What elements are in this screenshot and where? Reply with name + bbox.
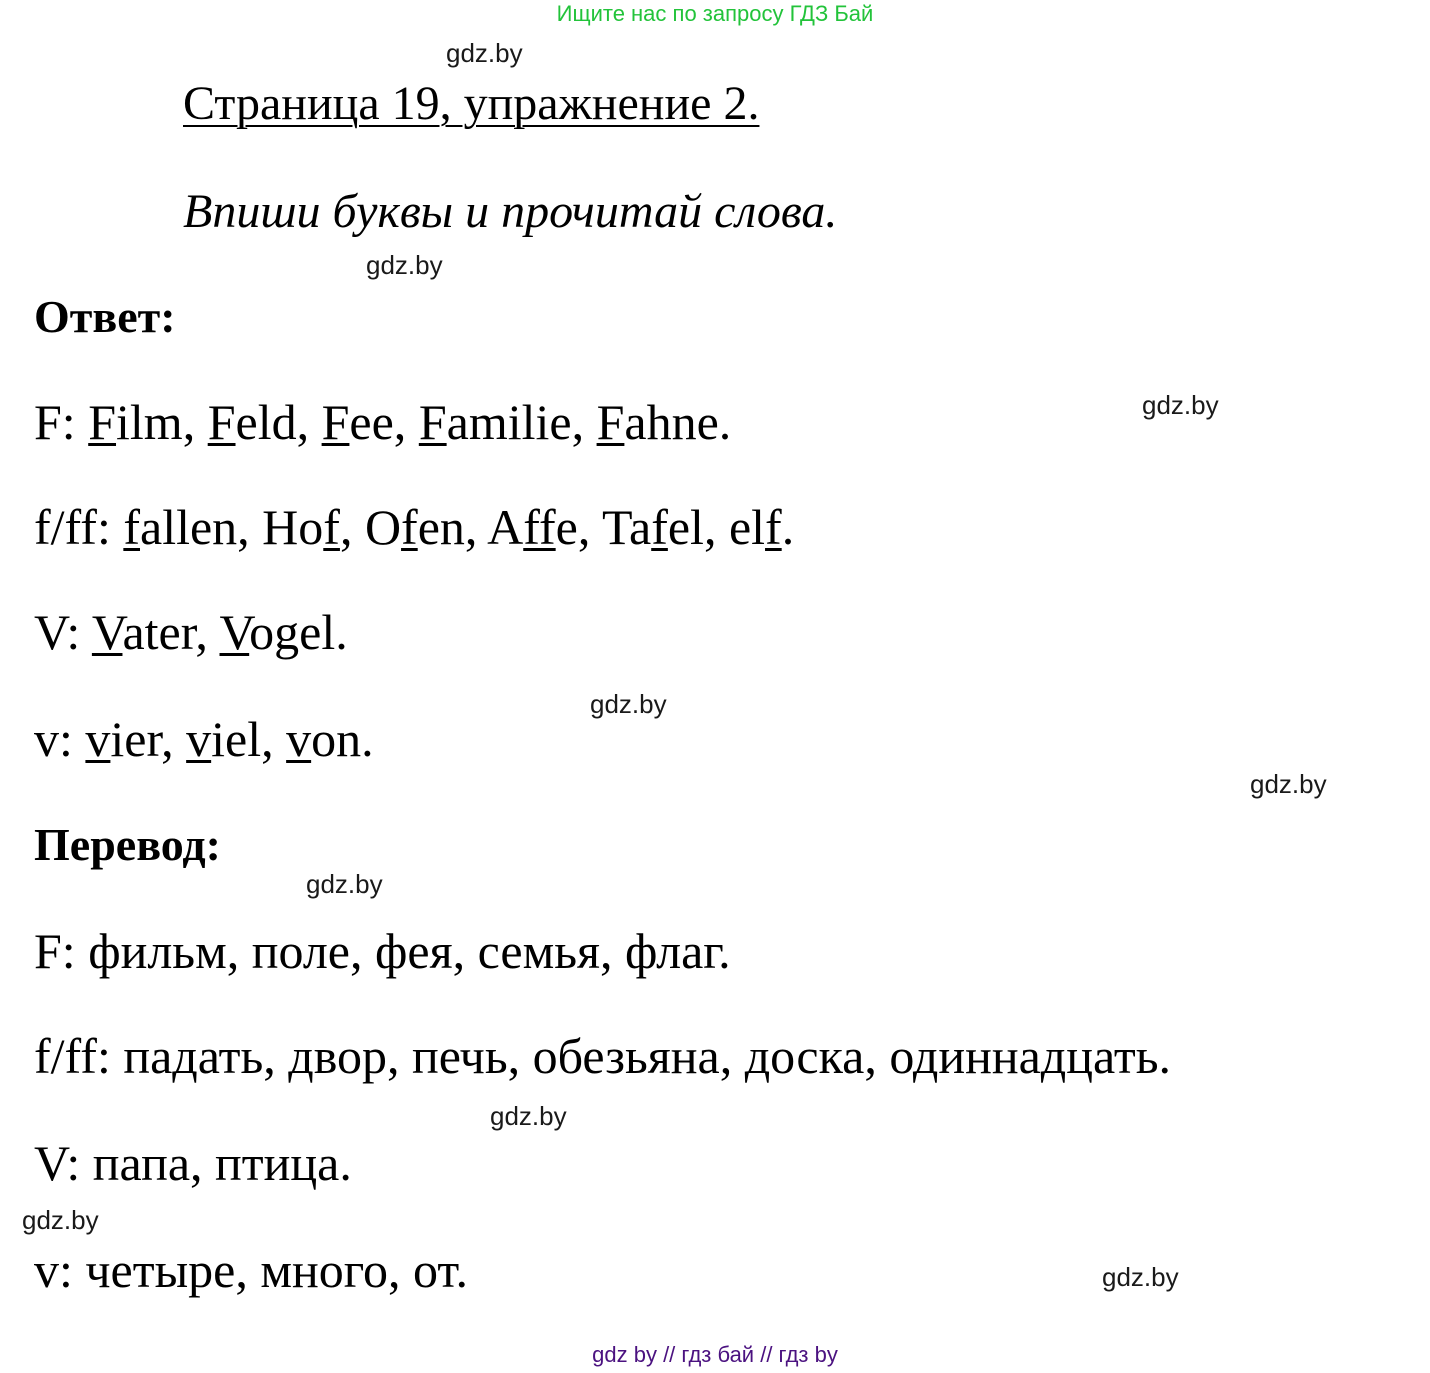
inserted-letter: F xyxy=(207,394,236,450)
word-text: ahne. xyxy=(624,394,732,450)
translation-line: F: фильм, поле, фея, семья, флаг. xyxy=(34,923,731,979)
translation-line: v: четыре, много, от. xyxy=(34,1242,468,1298)
search-banner: Ищите нас по запросу ГДЗ Бай xyxy=(556,1,874,26)
inserted-letter: f xyxy=(123,499,140,555)
word-text: e, Ta xyxy=(555,499,652,555)
inserted-letter: F xyxy=(88,394,117,450)
line-prefix: f/ff: xyxy=(34,499,124,555)
footer-links: gdz by // гдз бай // гдз by xyxy=(592,1342,838,1367)
answer-line-v xyxy=(34,710,374,768)
word-text: on. xyxy=(311,711,374,767)
inserted-letter: v xyxy=(286,711,312,767)
task-text: Впиши буквы и прочитай слова. xyxy=(183,185,838,238)
watermark: gdz.by xyxy=(490,1101,567,1131)
word-text: , O xyxy=(339,499,402,555)
word-text: en, A xyxy=(417,499,524,555)
watermark: gdz.by xyxy=(1142,390,1219,420)
inserted-letter: v xyxy=(186,711,212,767)
answer-line-f xyxy=(34,498,794,556)
word-text: ier, xyxy=(110,711,187,767)
word-text: ater, xyxy=(122,604,220,660)
inserted-letter: F xyxy=(418,394,447,450)
word-text: eld, xyxy=(235,394,322,450)
inserted-letter: ff xyxy=(523,499,556,555)
watermark: gdz.by xyxy=(1250,769,1327,799)
answer-line-V xyxy=(34,603,348,661)
watermark: gdz.by xyxy=(366,250,443,280)
answer-heading: Ответ: xyxy=(34,291,176,342)
line-prefix: F: xyxy=(34,394,89,450)
inserted-letter: f xyxy=(651,499,668,555)
word-text: el, el xyxy=(667,499,766,555)
page-title: Страница 19, упражнение 2. xyxy=(183,77,760,130)
inserted-letter: V xyxy=(91,604,123,660)
word-text: amilie, xyxy=(446,394,597,450)
line-prefix: V: xyxy=(34,604,92,660)
watermark: gdz.by xyxy=(22,1205,99,1235)
word-text: . xyxy=(781,499,795,555)
inserted-letter: F xyxy=(596,394,625,450)
watermark: gdz.by xyxy=(1102,1262,1179,1292)
inserted-letter: v xyxy=(85,711,111,767)
line-prefix: v: xyxy=(34,711,86,767)
inserted-letter: F xyxy=(321,394,350,450)
inserted-letter: f xyxy=(765,499,782,555)
watermark: gdz.by xyxy=(306,869,383,899)
word-text: ee, xyxy=(349,394,419,450)
inserted-letter: V xyxy=(219,604,250,660)
translation-heading: Перевод: xyxy=(34,819,221,870)
watermark: gdz.by xyxy=(590,689,667,719)
word-text: ogel. xyxy=(249,604,348,660)
word-text: iel, xyxy=(211,711,287,767)
word-text: ilm, xyxy=(116,394,208,450)
watermark: gdz.by xyxy=(446,38,523,68)
translation-line: f/ff: падать, двор, печь, обезьяна, доска, одиннадцать. xyxy=(34,1028,1172,1084)
word-text: allen, Ho xyxy=(140,499,324,555)
inserted-letter: f xyxy=(323,499,340,555)
inserted-letter: f xyxy=(401,499,418,555)
translation-line: V: папа, птица. xyxy=(34,1135,352,1191)
answer-line-F xyxy=(34,393,731,451)
